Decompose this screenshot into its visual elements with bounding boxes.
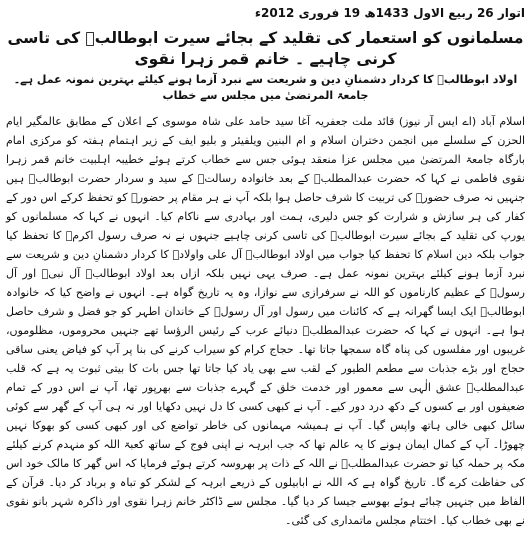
article-subheading: اولاد ابوطالبؑ کا کردار دشمنانِ دین و شریعت سے نبرد آزما ہونے کیلئے بہترین نمونہ عمل ہے۔ جامعۃ المرتضیٰ میں مجلس سے خطاب — [13, 73, 518, 102]
article-headline: مسلمانوں کو استعمار کی تقلید کے بجائے سیرت ابوطالبؑ کی تاسی کرنی چاہیے ۔ خانم قمر زہرا نقوی — [7, 29, 524, 68]
article-paragraph: اسلام آباد (اے ایس آر نیوز) قائد ملت جعفریہ آغا سید حامد علی شاہ موسوی کے اعلان کے مطابق عالمگیر ایام الحزن کے سلسلے میں انجمن دختران اسلام و ام البنین ویلفیئر و بلیو ایف کے زیر اہتمام ہفتہ کو مرکزی امام بارگاہ جامعۃ المرتضیٰ میں مجلس عزا منعقد ہوئی جس سے خطاب کرتے ہوئے خطیبہ اہلبیت خانم قمر زہرا نقوی فاطمی نے کہا کہ حضرت عبدالمطلبؑ کے بعد خانوادہ رسالتؐ کے سید و سردار حضرت ابوطالبؑ ہیں جنہیں نہ صرف حضورؐ کی تربیت کا شرف حاصل ہوا بلکہ آپ نے ہر مقام پر حضورؐ کو تحفظ کرکے اس دور کے کفار کی ہر سازش و شرارت کو جس دلیری، ہمت اور بہادری سے ناکام کیا۔ انہوں نے کہا کہ مسلمانوں کو یورپ کی تقلید کے بجائے سیرت ابوطالبؑ کی تاسی کرنی چاہیے جنہوں نے نہ صرف رسول اکرمؐ کا تحفظ کیا جواب بلکہ دین اسلام کا تحفظ کیا جواب میں اولاد ابوطالبؑ آل علی واولادؑ کا کردار دشمنانِ دین و شریعت سے نبرد آزما ہونے کیلئے بہترین نمونہ عمل ہے۔ صرف یہی نہیں بلکہ ازاں بعد اولاد ابوطالبؑ آل نبیؐ اور آل رسولؐ کے عظیم کارناموں کو اللہ نے سرفرازی سے نوازا، وہ یہ تاریخ گواہ ہے۔ انہوں نے واضح کیا کہ خانوادہ ابوطالبؑ ایک ایسا گھرانہ ہے کہ کائنات میں رسول اور آل رسولؐ کے خاندان اطہر کو جو فضل و شرف حاصل ہوا ہے۔ انہوں نے کہا کہ حضرت عبدالمطلبؑ دنیائے عرب کے رئیس الرؤسا تھے جنہیں محروموں، مظلوموں، غریبوں اور مفلسوں کی پناہ گاہ سمجھا جاتا تھا۔ حجاج کرام کو سیراب کرنے کی بنا پر آپ کو فیاض یعنی ساقی حجاج اور بڑے جذبات سے مطعم الطیور کے لقب سے بھی یاد کیا جاتا تھا جس بات کا بیتی ثبوت یہ ہے کہ قلب عبدالمطلبؑ عشق الٰہی سے معمور اور خدمت خلق کے گہرے جذبات سے بھرپور تھا، آپ نے اس دور کے تمام ضعیفوں اور بے کسوں کے دکھ درد دور کیے۔ آپ نے کبھی کسی کا دل نہیں دکھایا اور نہ ہی آپ کے گھر سے کوئی سائل کبھی خالی ہاتھ واپس گیا۔ آپ نے ہمیشہ مہمانوں کی خاطر تواضع کی اور کبھی کسی کو بھوکا نہیں چھوڑا۔ آپ کے کمال ایمان ہونے کا یہ عالم تھا کہ جب ابرہہ نے اپنی فوج کے ساتھ کعبۃ اللہ کو منہدم کرنے کیلئے مکہ پر حملہ کیا تو حضرت عبدالمطلبؑ نے اللہ کے ذات پر بھروسہ کرتے ہوئے فرمایا کہ اس گھر کا مالک خود اس کی حفاظت کرے گا۔ تاریخ گواہ ہے کہ اللہ نے ابابیلوں کے ذریعے ابرہہ کے لشکر کو تباہ و برباد کر دیا۔ قرآن کے الفاظ میں جنہیں چبائے ہوئے بھوسے جیسا کر دیا گیا۔ مجلس سے ڈاکٹر خانم زہرا نقوی اور ذاکرہ شہر بانو نقوی نے بھی خطاب کیا۔ اختتام مجلس ماتمداری کی گئی۔ — [6, 115, 525, 527]
publication-date: اتوار 26 ربیع الاول 1433ھ 19 فروری 2012ء — [254, 6, 525, 20]
article-body — [6, 112, 525, 530]
